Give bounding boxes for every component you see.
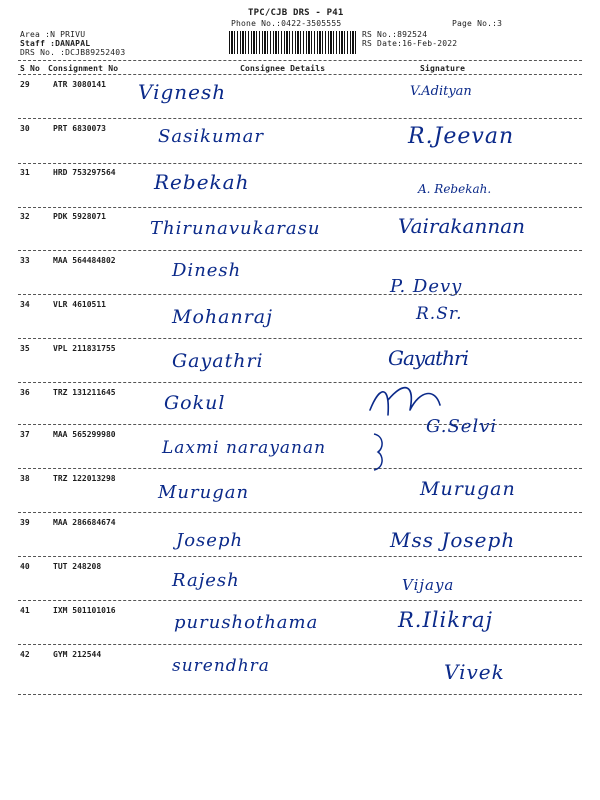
row-sno: 32 xyxy=(20,212,30,221)
row-consignee: Laxmi narayanan xyxy=(162,438,327,458)
row-signature: R.Ilikraj xyxy=(398,608,494,632)
table-row xyxy=(0,212,600,258)
staff-label: Staff :DANAPAL xyxy=(20,39,91,48)
row-consignee: Mohanraj xyxy=(172,306,273,328)
row-consignee: Murugan xyxy=(158,482,250,503)
table-row xyxy=(0,416,600,476)
row-consignment: PRT 6830073 xyxy=(53,124,106,133)
row-signature: Vairakannan xyxy=(398,214,526,238)
row-signature: A. Rebekah. xyxy=(418,182,492,196)
divider xyxy=(18,424,582,425)
barcode xyxy=(229,31,356,54)
row-signature: Murugan xyxy=(420,478,516,500)
col-consignment: Consignment No xyxy=(48,64,119,73)
row-consignee: Thirunavukarasu xyxy=(150,218,321,239)
row-sno: 30 xyxy=(20,124,30,133)
table-row xyxy=(0,80,600,126)
divider xyxy=(18,163,582,164)
signature-scribble xyxy=(360,380,490,420)
row-consignment: MAA 564484802 xyxy=(53,256,116,265)
table-row xyxy=(0,388,600,434)
row-consignee: Joseph xyxy=(176,530,244,551)
table-row xyxy=(0,650,600,696)
row-sno: 35 xyxy=(20,344,30,353)
area-label: Area :N PRIVU xyxy=(20,30,86,39)
table-row xyxy=(0,518,600,564)
row-sno: 36 xyxy=(20,388,30,397)
row-consignment: GYM 212544 xyxy=(53,650,102,659)
row-sno: 39 xyxy=(20,518,30,527)
divider xyxy=(18,512,582,513)
row-consignee: Rebekah xyxy=(154,170,250,194)
row-signature: Mss Joseph xyxy=(390,528,516,552)
col-sno: S No xyxy=(20,64,41,73)
divider xyxy=(18,207,582,208)
divider xyxy=(18,468,582,469)
row-consignment: PDK 5928071 xyxy=(53,212,106,221)
divider xyxy=(18,694,582,695)
row-consignee: Vignesh xyxy=(138,80,227,104)
row-consignee: Gayathri xyxy=(172,350,264,372)
row-consignment: TRZ 131211645 xyxy=(53,388,116,397)
row-signature: V.Adityan xyxy=(410,84,472,99)
table-row xyxy=(0,300,600,346)
row-consignment: VPL 211831755 xyxy=(53,344,116,353)
row-signature: R.Sr. xyxy=(416,304,463,324)
phone-number: Phone No.:0422-3505555 xyxy=(231,19,342,28)
row-signature: Vijaya xyxy=(402,576,455,594)
row-consignment: MAA 286684674 xyxy=(53,518,116,527)
divider xyxy=(18,338,582,339)
table-row xyxy=(0,474,600,520)
table-row xyxy=(0,344,600,390)
bracket-mark xyxy=(370,432,390,472)
table-row xyxy=(0,606,600,652)
divider xyxy=(18,294,582,295)
row-sno: 33 xyxy=(20,256,30,265)
row-sno: 31 xyxy=(20,168,30,177)
row-signature: Gayathri xyxy=(388,346,468,370)
table-row xyxy=(0,562,600,608)
divider xyxy=(18,556,582,557)
row-signature: R.Jeevan xyxy=(408,124,515,149)
row-consignment: TRZ 122013298 xyxy=(53,474,116,483)
row-consignee: Rajesh xyxy=(172,570,240,591)
divider xyxy=(18,60,582,61)
row-sno: 40 xyxy=(20,562,30,571)
divider xyxy=(18,644,582,645)
row-consignment: VLR 4610511 xyxy=(53,300,106,309)
rs-date: RS Date:16-Feb-2022 xyxy=(362,39,458,48)
row-consignment: ATR 3080141 xyxy=(53,80,106,89)
table-row xyxy=(0,256,600,302)
divider xyxy=(18,74,582,75)
row-consignee: Dinesh xyxy=(172,260,242,281)
row-consignment: TUT 248208 xyxy=(53,562,102,571)
row-sno: 41 xyxy=(20,606,30,615)
row-sno: 37 xyxy=(20,430,30,439)
col-signature: Signature xyxy=(420,64,466,73)
row-signature: P. Devy xyxy=(390,276,463,297)
row-consignee: Sasikumar xyxy=(158,126,264,147)
divider xyxy=(18,382,582,383)
row-consignment: HRD 753297564 xyxy=(53,168,116,177)
divider xyxy=(18,118,582,119)
row-signature: Vivek xyxy=(444,660,505,684)
row-consignment: IXM 501101016 xyxy=(53,606,116,615)
row-consignee: surendhra xyxy=(172,656,270,676)
divider xyxy=(18,250,582,251)
rs-number: RS No.:892524 xyxy=(362,30,428,39)
col-consignee: Consignee Details xyxy=(240,64,326,73)
row-sno: 29 xyxy=(20,80,30,89)
page-number: Page No.:3 xyxy=(452,19,503,28)
row-sno: 42 xyxy=(20,650,30,659)
row-consignment: MAA 565299980 xyxy=(53,430,116,439)
row-signature: G.Selvi xyxy=(426,416,498,437)
row-consignee: Gokul xyxy=(164,392,226,414)
row-sno: 34 xyxy=(20,300,30,309)
drs-number: DRS No. :DCJB89252403 xyxy=(20,48,126,57)
row-consignee: purushothama xyxy=(174,612,319,633)
sheet-title: TPC/CJB DRS - P41 xyxy=(248,8,344,18)
row-sno: 38 xyxy=(20,474,30,483)
divider xyxy=(18,600,582,601)
